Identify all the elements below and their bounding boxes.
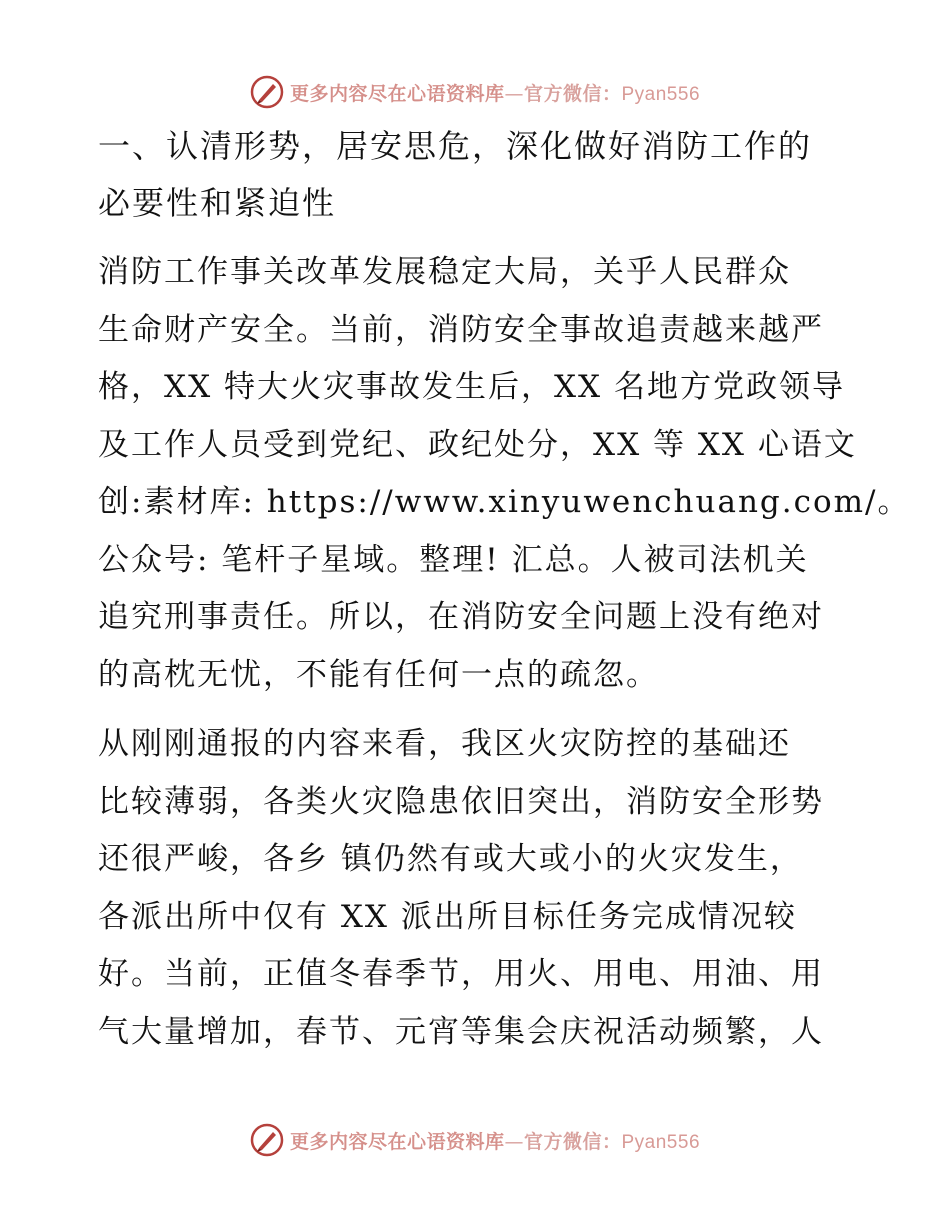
- banner-separator: —: [504, 82, 524, 105]
- banner-brand: 更多内容尽在心语资料库: [289, 82, 505, 105]
- banner-text: [290, 1127, 700, 1154]
- paragraph-line: 各派出所中仅有 XX 派出所目标任务完成情况较: [98, 898, 797, 935]
- paragraph-line: 创:素材库: https://www.xinyuwenchuang.com/。: [98, 484, 911, 520]
- quill-pen-logo-icon: [250, 1123, 284, 1157]
- banner-brand: 更多内容尽在心语资料库: [289, 1130, 505, 1153]
- footer-banner: [0, 1120, 950, 1160]
- paragraph-line: 消防工作事关改革发展稳定大局，关乎人民群众: [98, 254, 791, 290]
- paragraph-line: 比较薄弱，各类火灾隐患依旧突出，消防安全形势: [98, 783, 824, 820]
- header-banner: [0, 72, 950, 112]
- banner-wechat-id: Pyan556: [621, 83, 701, 105]
- paragraph-1: [98, 244, 911, 704]
- document-body: [98, 118, 911, 1073]
- paragraph-line: 追究刑事责任。所以，在消防安全问题上没有绝对: [98, 599, 824, 635]
- paragraph-line: 气大量增加，春节、元宵等集会庆祝活动频繁，人: [98, 1013, 824, 1050]
- paragraph-line: 生命财产安全。当前，消防安全事故追责越来越严: [98, 311, 824, 348]
- paragraph-line: 格，XX 特大火灾事故发生后，XX 名地方党政领导: [98, 369, 845, 405]
- heading-line: 一、认清形势，居安思危，深化做好消防工作的: [98, 127, 813, 165]
- paragraph-line: 好。当前，正值冬春季节，用火、用电、用油、用: [98, 956, 824, 992]
- section-heading: [98, 118, 858, 232]
- banner-separator: —: [504, 1130, 524, 1153]
- banner-wechat-id: Pyan556: [621, 1131, 701, 1153]
- banner-wechat-label: 官方微信：: [523, 1130, 622, 1153]
- paragraph-2: [98, 716, 858, 1061]
- quill-pen-logo-icon: [250, 75, 284, 109]
- paragraph-line: 的高枕无忧，不能有任何一点的疏忽。: [98, 656, 659, 693]
- paragraph-line: 从刚刚通报的内容来看，我区火灾防控的基础还: [98, 726, 791, 762]
- paragraph-line: 及工作人员受到党纪、政纪处分，XX 等 XX 心语文: [98, 426, 857, 463]
- paragraph-line: 还很严峻，各乡 镇仍然有或大或小的火灾发生，: [98, 841, 803, 877]
- banner-text: [290, 79, 700, 106]
- paragraph-line: 公众号: 笔杆子星域。整理! 汇总。人被司法机关: [98, 541, 809, 578]
- banner-wechat-label: 官方微信：: [523, 82, 622, 105]
- heading-line: 必要性和紧迫性: [98, 184, 337, 222]
